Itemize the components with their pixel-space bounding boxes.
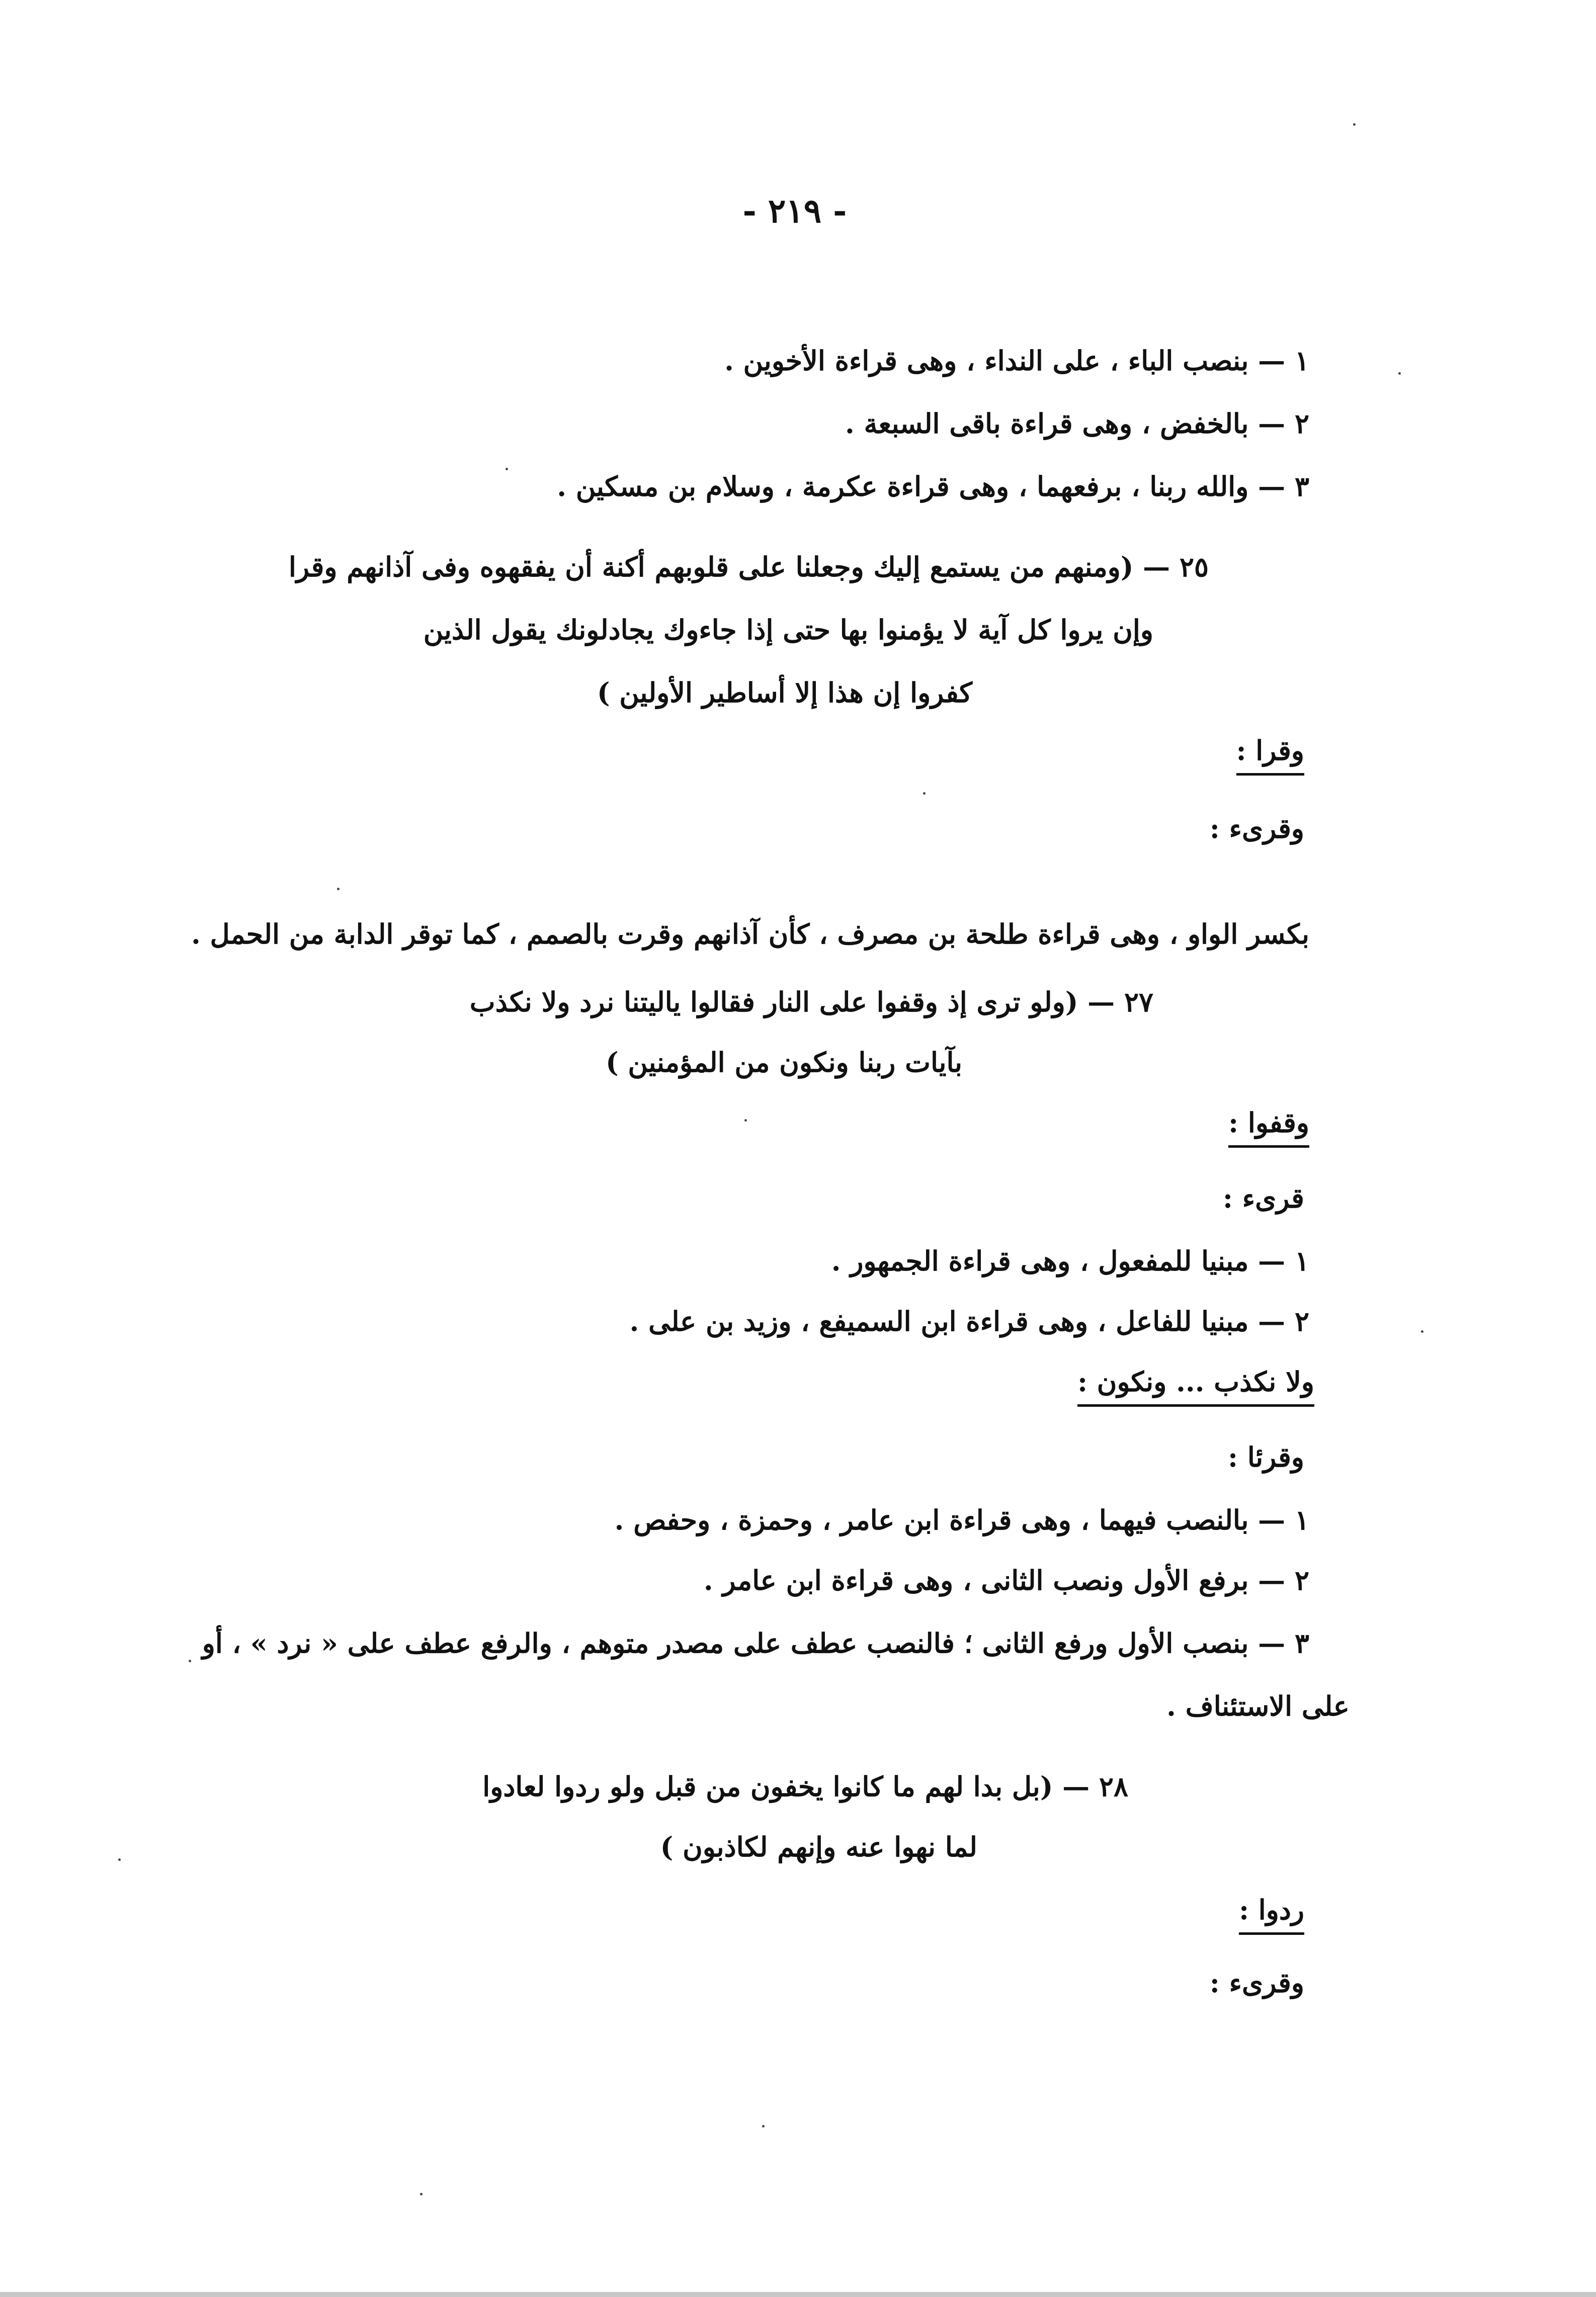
scan-speck xyxy=(762,2125,765,2128)
scan-speck xyxy=(189,1660,191,1662)
verse-line: بآيات ربنا ونكون من المؤمنين ) xyxy=(606,1046,962,1078)
reading-line: ١ — بالنصب فيهما ، وهى قراءة ابن عامر ، وحمزة ، وحفص . xyxy=(614,1504,1309,1536)
reading-line: ٣ — بنصب الأول ورفع الثانى ؛ فالنصب عطف على مصدر متوهم ، والرفع عطف على « نرد » ، أو xyxy=(202,1627,1309,1659)
reading-line: ٢ — برفع الأول ونصب الثانى ، وهى قراءة ابن عامر . xyxy=(703,1564,1309,1596)
scan-speck xyxy=(923,792,926,795)
reading-label: وقرئا : xyxy=(1228,1441,1304,1473)
reading-line: ١ — مبنيا للمفعول ، وهى قراءة الجمهور . xyxy=(831,1245,1309,1277)
scan-speck xyxy=(1421,1330,1423,1333)
page-number: - ٢١٩ - xyxy=(742,191,847,230)
scan-speck xyxy=(744,1119,747,1122)
term-heading: ردوا : xyxy=(1239,1896,1304,1935)
verse-line: لما نهوا عنه وإنهم لكاذبون ) xyxy=(660,1831,977,1863)
scan-speck xyxy=(506,468,508,470)
scan-speck xyxy=(1398,372,1401,375)
term-heading: ولا نكذب ... ونكون : xyxy=(1077,1368,1314,1407)
verse-line: كفروا إن هذا إلا أساطير الأولين ) xyxy=(597,676,972,709)
verse-line: ٢٧ — (ولو ترى إذ وقفوا على النار فقالوا ياليتنا نرد ولا نكذب xyxy=(469,986,1153,1018)
reading-line: بكسر الواو ، وهى قراءة طلحة بن مصرف ، كأن آذانهم وقرت بالصمم ، كما توقر الدابة من الحمل . xyxy=(191,918,1309,950)
reading-line: على الاستئناف . xyxy=(1166,1690,1350,1722)
reading-line: ٢ — مبنيا للفاعل ، وهى قراءة ابن السميفع ، وزيد بن على . xyxy=(629,1305,1309,1337)
scan-speck xyxy=(1353,123,1356,126)
term-heading: وقرا : xyxy=(1236,737,1304,776)
scan-speck xyxy=(118,1858,121,1861)
scan-speck xyxy=(420,2193,423,2195)
reading-line: ٢ — بالخفض ، وهى قراءة باقى السبعة . xyxy=(845,407,1309,440)
scan-speck xyxy=(337,888,340,890)
reading-label: وقرىء : xyxy=(1209,812,1304,844)
verse-line: وإن يروا كل آية لا يؤمنوا بها حتى إذا جاءوك يجادلونك يقول الذين xyxy=(423,614,1153,646)
term-heading: وقفوا : xyxy=(1228,1109,1309,1148)
reading-label: قرىء : xyxy=(1223,1182,1304,1214)
verse-line: ٢٥ — (ومنهم من يستمع إليك وجعلنا على قلوبهم أكنة أن يفقهوه وفى آذانهم وقرا xyxy=(288,551,1209,583)
verse-line: ٢٨ — (بل بدا لهم ما كانوا يخفون من قبل ولو ردوا لعادوا xyxy=(482,1770,1128,1803)
reading-label: وقرىء : xyxy=(1209,1967,1304,1999)
reading-line: ٣ — والله ربنا ، برفعهما ، وهى قراءة عكرمة ، وسلام بن مسكين . xyxy=(557,470,1309,502)
reading-line: ١ — بنصب الباء ، على النداء ، وهى قراءة الأخوين . xyxy=(724,345,1309,377)
page-bottom-edge xyxy=(0,2292,1596,2297)
